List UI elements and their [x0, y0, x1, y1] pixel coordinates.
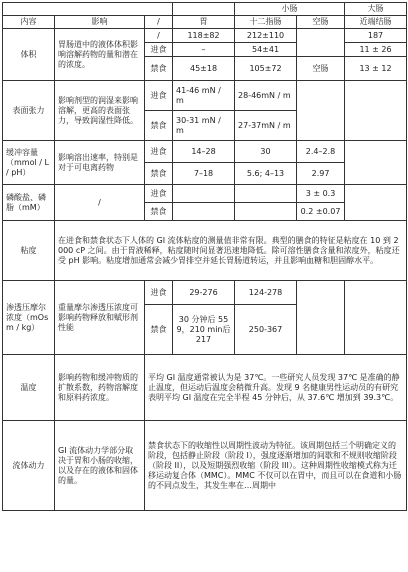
header-large-intestine: 大肠 — [345, 3, 407, 16]
row-buffer-effect: 影响溶出速率，特别是对于可电离药物 — [55, 141, 145, 185]
row-phospho-jejunum: 0.2 ±0.07 — [297, 203, 345, 221]
header-effect: 影响 — [55, 16, 145, 29]
row-buffer-name: 缓冲容量（mmol / L / pH） — [3, 141, 55, 185]
row-volume-jejunum-empty — [297, 29, 345, 57]
row-volume-duodenum: 54±41 — [235, 43, 297, 57]
row-surface-stomach: 41-46 mN / m — [173, 81, 235, 111]
row-phospho-stomach-empty — [173, 185, 235, 203]
row-phospho-state: 禁食 — [145, 203, 173, 221]
row-volume-duodenum: 105±72 — [235, 57, 297, 81]
row-phospho-name: 磷酸盐、磷脂（mM） — [3, 185, 55, 221]
row-osmo-state: 禁食 — [145, 305, 173, 355]
row-surface-effect: 影响剂型的润湿来影响溶解，更高的表面张力，导致润湿性降低。 — [55, 81, 145, 141]
row-buffer-state: 进食 — [145, 141, 173, 163]
row-fluid-text: 禁食状态下的收缩性以周期性波动为特征。该周期包括三个明确定义的阶段，包括静止阶段（阶段 I），强度逐渐增加的间歇和不规则收缩阶段（阶段 II），以及短期强烈收缩（阶段 III）。这种周期性收缩模式称为迁移运动复合体（MMC）。MMC 不仅可以在胃中，而且可以在食道和小肠的不同点发生，其发生率在…周期中 — [145, 421, 407, 511]
table-row — [3, 81, 407, 111]
row-volume-effect: 胃肠道中的液体体积影响溶解药物的量和潜在的浓度。 — [55, 29, 145, 81]
row-volume-state: / — [145, 29, 173, 43]
row-volume-colon: 11 ± 26 — [345, 43, 407, 57]
row-volume-name: 体积 — [3, 29, 55, 81]
table-row — [3, 281, 407, 305]
header-group-row — [3, 3, 407, 16]
row-surface-state: 进食 — [145, 81, 173, 111]
row-osmo-duodenum: 124-278 — [235, 281, 297, 305]
row-phospho-duodenum-empty — [235, 185, 297, 203]
row-temp-effect: 影响药物和缓冲物质的扩散系数，药物溶解度和原料药浓度。 — [55, 355, 145, 421]
row-phospho-effect: / — [55, 185, 145, 221]
row-volume-stomach: 45±18 — [173, 57, 235, 81]
table-row — [3, 221, 407, 281]
row-volume-jejunum: 空肠 — [297, 57, 345, 81]
row-surface-duodenum: 27-37mN / m — [235, 111, 297, 141]
row-osmo-stomach: 30 分钟后 559，210 min后 217 — [173, 305, 235, 355]
header-jejunum: 空肠 — [297, 16, 345, 29]
header-content: 内容 — [3, 16, 55, 29]
table-row — [3, 355, 407, 421]
row-volume-duodenum: 212±110 — [235, 29, 297, 43]
row-surface-duodenum: 28-46mN / m — [235, 81, 297, 111]
row-surface-jejunum-empty — [297, 81, 345, 141]
row-volume-colon: 13 ± 12 — [345, 57, 407, 81]
row-osmo-state: 进食 — [145, 281, 173, 305]
header-slash: / — [145, 16, 173, 29]
row-volume-state: 禁食 — [145, 57, 173, 81]
row-phospho-duodenum-empty — [235, 203, 297, 221]
row-fluid-effect: GI 流体动力学部分取决于胃和小肠的收缩，以及存在的液体和固体的量。 — [55, 421, 145, 511]
table-row — [3, 185, 407, 203]
row-surface-state: 禁食 — [145, 111, 173, 141]
row-phospho-stomach-empty — [173, 203, 235, 221]
table-row — [3, 421, 407, 511]
row-phospho-state: 进食 — [145, 185, 173, 203]
row-volume-colon: 187 — [345, 29, 407, 43]
row-buffer-colon-empty — [345, 141, 407, 185]
table-row — [3, 29, 407, 43]
header-stomach-group — [173, 3, 235, 16]
row-osmo-duodenum: 250-367 — [235, 305, 297, 355]
row-osmo-name: 渗透压摩尔浓度（mOsm / kg） — [3, 281, 55, 355]
header-small-intestine: 小肠 — [235, 3, 345, 16]
header-blank — [3, 3, 173, 16]
row-osmo-stomach: 29-276 — [173, 281, 235, 305]
row-volume-stomach: – — [173, 43, 235, 57]
row-temp-text: 平均 GI 温度通常被认为是 37℃。一些研究人员发现 37℃ 是准确的静止温度，但运动后温度会稍微升高。发现 9 名健康男性运动员的有研究表明平均 GI 温度在完全半程 45 分钟后，从 37.6℃ 增加到 39.3℃。 — [145, 355, 407, 421]
header-col-row — [3, 16, 407, 29]
row-osmo-colon-empty — [345, 281, 407, 355]
row-viscosity-name: 粘度 — [3, 221, 55, 281]
row-buffer-jejunum: 2.4–2.8 — [297, 141, 345, 163]
row-temp-name: 温度 — [3, 355, 55, 421]
row-volume-state: 进食 — [145, 43, 173, 57]
row-surface-colon-empty — [345, 81, 407, 141]
row-phospho-colon-empty — [345, 185, 407, 221]
header-duodenum: 十二指肠 — [235, 16, 297, 29]
row-fluid-name: 流体动力 — [3, 421, 55, 511]
table-row — [3, 141, 407, 163]
row-surface-name: 表面张力 — [3, 81, 55, 141]
row-buffer-stomach: 7–18 — [173, 163, 235, 185]
row-buffer-state: 禁食 — [145, 163, 173, 185]
gi-fluid-table — [2, 2, 407, 511]
row-viscosity-text: 在进食和禁食状态下人体的 GI 流体粘度的测量值非常有限。典型的膳食的特征是粘度在 10 到 2000 cP 之间。由于胃液稀释，粘度随时间显著迅速地降低。除可溶性膳食含量和浓度外，粘度还受 pH 影响。粘度增加通常会减少胃排空并延长胃肠道转运，并且影响血糖和胆固醇水平。 — [55, 221, 407, 281]
row-buffer-duodenum: 30 — [235, 141, 297, 163]
row-surface-stomach: 30-31 mN / m — [173, 111, 235, 141]
header-stomach: 胃 — [173, 16, 235, 29]
row-buffer-jejunum: 2.97 — [297, 163, 345, 185]
row-volume-stomach: 118±82 — [173, 29, 235, 43]
row-osmo-jejunum-empty — [297, 281, 345, 355]
header-colon: 近端结肠 — [345, 16, 407, 29]
row-osmo-effect: 重量摩尔渗透压浓度可影响药物释放和赋形剂性能 — [55, 281, 145, 355]
row-phospho-jejunum: 3 ± 0.3 — [297, 185, 345, 203]
row-buffer-stomach: 14–28 — [173, 141, 235, 163]
row-buffer-duodenum: 5.6; 4–13 — [235, 163, 297, 185]
